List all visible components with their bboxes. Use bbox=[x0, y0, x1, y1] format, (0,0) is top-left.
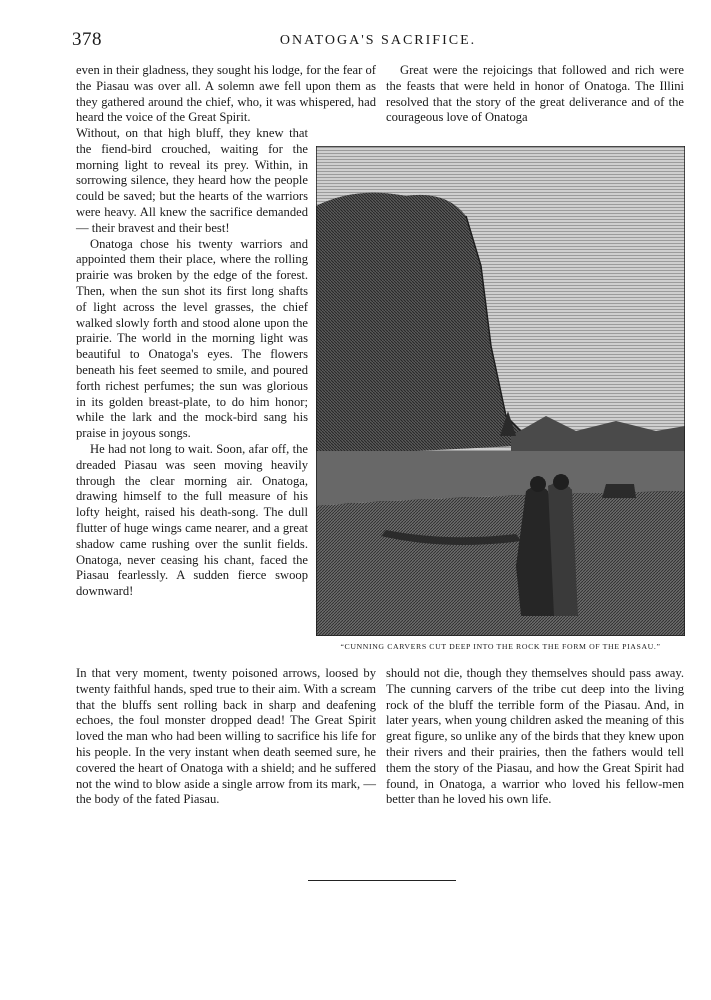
paragraph: Great were the rejoicings that followed and rich were the feasts that were held in honor of Onatoga. The Illini resolved that the story of the great deliverance and of the courageous love of Onatoga bbox=[386, 63, 684, 125]
running-title: ONATOGA'S SACRIFICE. bbox=[279, 33, 477, 48]
engraving-illustration bbox=[316, 146, 685, 636]
left-column-bottom bbox=[76, 666, 376, 808]
bluff-engraving-image bbox=[316, 146, 685, 636]
paragraph: even in their gladness, they sought his lodge, for the fear of the Piasau was over all. A solemn awe fell upon them as they gathered around the chief, who, it was whispered, had heard the voice of the Great Spirit. bbox=[76, 63, 376, 125]
right-column-top bbox=[386, 63, 684, 126]
left-column-top bbox=[76, 63, 376, 126]
illustration-caption: “CUNNING CARVERS CUT DEEP INTO THE ROCK THE FORM OF THE PIASAU.” bbox=[340, 642, 661, 651]
end-rule bbox=[308, 880, 456, 881]
paragraph: In that very moment, twenty poisoned arrows, loosed by twenty faithful hands, sped true to their aim. With a scream that the bluffs sent rolling back in sharp and deafening echoes, the foul monster dropped dead! The Great Spirit loved the man who had been willing to sacrifice his life for his people. In the very instant when death seemed sure, he covered the heart of Onatoga with a shield; and he suffered not the wind to blow aside a single arrow from its mark, — the body of the fated Piasau. bbox=[76, 666, 376, 807]
page-header bbox=[72, 28, 684, 56]
paragraph: should not die, though they themselves should pass away. The cunning carvers of the tribe cut deep into the living rock of the bluff the terrible form of the Piasau. And, in later years, when young children asked the meaning of this great figure, so unlike any of the birds that they knew upon their rivers and their prairies, then the fathers would tell them the story of the Piasau, and how the Great Spirit had found, in Onatoga, a warrior who loved his fellow-men better than he loved his own life. bbox=[386, 666, 684, 807]
paragraph: Without, on that high bluff, they knew that the fiend-bird crouched, waiting for the morning light to reveal its prey. Within, in sorrowing silence, they heard how the people could be saved; but the hearts of the warriors were heavy. All knew the sacrifice demanded — their bravest and their best! bbox=[76, 126, 308, 235]
left-column-narrow bbox=[76, 126, 308, 600]
right-column-bottom bbox=[386, 666, 684, 808]
paragraph: He had not long to wait. Soon, afar off, the dreaded Piasau was seen moving heavily through the clear morning air. Onatoga, drawing himself to the full measure of his lofty height, raised his death-song. The dull flutter of huge wings came nearer, and a great shadow came rushing over the sunlit fields. Onatoga, never ceasing his chant, faced the Piasau fearlessly. A sudden fierce swoop downward! bbox=[76, 441, 308, 599]
paragraph: Onatoga chose his twenty warriors and appointed them their place, where the rolling prairie was broken by the edge of the forest. Then, when the sun shot its first long shafts of light across the level grasses, the chief walked slowly forth and stood alone upon the prairie. The world in the morning light was beautiful to Onatoga's eyes. The flowers beneath his feet seemed to smile, and poured forth richest perfumes; the sun was glorious in its golden breast-plate, to do him honor; while the lark and the mock-bird sang his praise in joyous songs. bbox=[76, 236, 308, 441]
page-number: 378 bbox=[72, 29, 102, 50]
